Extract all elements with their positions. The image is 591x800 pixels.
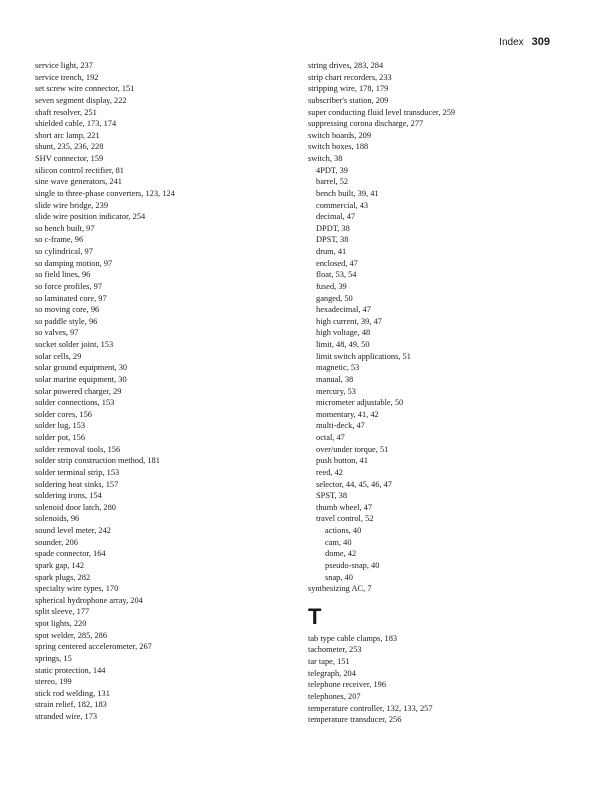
index-entry: springs, 15: [35, 653, 72, 663]
index-entry: solenoid door latch, 280: [35, 502, 116, 512]
index-subentry: selector, 44, 45, 46, 47: [316, 479, 392, 489]
index-subentry: multi-deck, 47: [316, 421, 365, 431]
index-subentry: micrometer adjustable, 50: [316, 398, 404, 408]
index-entry: shielded cable, 173, 174: [35, 119, 117, 129]
index-entry: solder strip construction method, 181: [35, 456, 160, 466]
index-subentry: thumb wheel, 47: [316, 502, 373, 512]
index-subentry: octal, 47: [316, 433, 345, 442]
index-subentry: high voltage, 48: [316, 328, 371, 338]
index-entry: solder lug, 153: [35, 421, 86, 431]
index-entry: socket solder joint, 153: [35, 340, 114, 349]
index-entry: temperature transducer, 256: [308, 715, 402, 725]
index-subentry: momentary, 41, 42: [316, 409, 379, 419]
index-subentry: over/under torque, 51: [316, 444, 389, 454]
index-entry: spot welder, 285, 286: [35, 630, 108, 640]
index-subentry: mercury, 53: [316, 386, 356, 396]
index-entry: solder cores, 156: [35, 409, 92, 419]
index-subentry: magnetic, 53: [316, 363, 360, 373]
index-entry: slide wire bridge, 239: [35, 200, 109, 210]
index-entry: so paddle style, 96: [35, 316, 98, 326]
index-entry: telephone receiver, 196: [308, 680, 387, 690]
index-entry: shunt, 235, 236, 228: [35, 142, 104, 152]
index-entry: sine wave generators, 241: [35, 177, 122, 187]
index-entry: sounder, 206: [35, 537, 78, 547]
index-entry: spade connector, 164: [35, 549, 106, 559]
index-entry: so valves, 97: [35, 328, 79, 338]
index-entry: slide wire position indicator, 254: [35, 212, 146, 222]
index-entry: so force profiles, 97: [35, 281, 102, 291]
index-entry: synthesizing AC, 7: [308, 584, 372, 594]
index-entry: short arc lamp, 221: [35, 130, 100, 140]
index-entry: single to three-phase converters, 123, 124: [35, 188, 175, 198]
index-column-left: [35, 60, 290, 723]
index-entry: solar marine equipment, 30: [35, 374, 127, 384]
index-subentry: dome, 42: [325, 549, 357, 559]
index-subentry: snap, 40: [325, 572, 353, 582]
index-entry: suppressing corona discharge, 277: [308, 119, 424, 129]
index-entry: sound level meter, 242: [35, 526, 111, 535]
index-entry: strip chart recorders, 233: [308, 72, 392, 82]
index-subentry: cam, 40: [325, 537, 352, 547]
index-entry: solar cells, 29: [35, 351, 82, 361]
index-entry: static protection, 144: [35, 665, 106, 675]
index-entry: switch boxes, 188: [308, 142, 369, 152]
index-entry: stripping wire, 178, 179: [308, 84, 389, 94]
index-subentry: actions, 40: [325, 526, 362, 535]
index-subentry: travel control, 52: [316, 514, 374, 524]
index-entry: so laminated core, 97: [35, 293, 107, 303]
index-entry: solenoids, 96: [35, 514, 80, 524]
index-entry: switch, 38: [308, 154, 343, 163]
page-header: [499, 36, 550, 48]
index-entry: spring centered accelerometer, 267: [35, 642, 152, 652]
index-entry: solder removal tools, 156: [35, 444, 121, 454]
index-entry: so c-frame, 96: [35, 235, 84, 245]
index-entry: set screw wire connector, 151: [35, 84, 135, 94]
index-subentry: DPST, 38: [316, 235, 349, 245]
index-entry: tachometer, 253: [308, 645, 362, 655]
index-entry: telephones, 207: [308, 691, 361, 701]
index-entry: solar ground equipment, 30: [35, 363, 128, 373]
index-entry: SHV connector, 159: [35, 154, 104, 163]
index-entry: solder terminal strip, 153: [35, 467, 120, 477]
index-subentry: manual, 38: [316, 374, 354, 384]
page-number: 309: [531, 36, 550, 48]
index-subentry: hexadecimal, 47: [316, 305, 371, 315]
index-subentry: limit switch applications, 51: [316, 351, 411, 361]
index-subentry: reed, 42: [316, 467, 343, 477]
index-entry: spherical hydrophone array, 204: [35, 595, 143, 605]
index-subentry: commercial, 43: [316, 200, 369, 210]
index-entry: split sleeve, 177: [35, 607, 90, 617]
index-entry: solder connections, 153: [35, 398, 115, 408]
index-subentry: limit, 48, 49, 50: [316, 340, 370, 349]
index-entry: so moving core, 96: [35, 305, 100, 315]
index-entry: string drives, 283, 284: [308, 61, 384, 70]
index-entry: stick rod welding, 131: [35, 688, 110, 698]
index-entry: temperature controller, 132, 133, 257: [308, 703, 433, 713]
index-column-right: [308, 60, 563, 726]
index-entry: shaft resolver, 251: [35, 107, 97, 117]
index-subentry: enclosed, 47: [316, 258, 358, 268]
index-entry: seven segment display, 222: [35, 95, 127, 105]
index-entry: spark plugs, 282: [35, 572, 91, 582]
index-subentry: drum, 41: [316, 247, 347, 256]
index-subentry: high current, 39, 47: [316, 316, 382, 326]
index-entry: silicon control rectifier, 81: [35, 165, 124, 175]
index-subentry: 4PDT, 39: [316, 165, 348, 175]
section-letter-heading: T: [308, 603, 322, 629]
index-subentry: float, 53, 54: [316, 270, 357, 280]
index-subentry: pseudo-snap, 40: [325, 560, 380, 570]
index-entry: stranded wire, 173: [35, 712, 98, 721]
index-entry: tar tape, 151: [308, 657, 350, 666]
index-entry: service trench, 192: [35, 72, 99, 82]
index-entry: spark gap, 142: [35, 560, 85, 570]
index-entry: stereo, 199: [35, 677, 72, 687]
index-subentry: bench built, 39, 41: [316, 188, 379, 198]
index-entry: service light, 237: [35, 61, 93, 70]
index-entry: so cylindrical, 97: [35, 247, 93, 256]
index-subentry: decimal, 47: [316, 212, 356, 222]
index-entry: solder pot, 156: [35, 433, 86, 442]
index-subentry: DPDT, 38: [316, 223, 350, 233]
index-entry: so damping motion, 97: [35, 258, 113, 268]
t-entries: [308, 633, 563, 726]
index-entry: so bench built, 97: [35, 223, 95, 233]
s-entries-continued: [308, 60, 563, 595]
index-entry: so field lines, 96: [35, 270, 91, 280]
index-subentry: push button, 41: [316, 456, 368, 466]
index-entry: specialty wire types, 170: [35, 584, 119, 594]
index-entry: soldering irons, 154: [35, 491, 102, 501]
index-entry: solar powered charger, 29: [35, 386, 122, 396]
index-entry: super conducting fluid level transducer, 259: [308, 107, 456, 117]
index-subentry: fused, 39: [316, 281, 347, 291]
index-entry: switch boards, 209: [308, 130, 372, 140]
header-section-title: Index: [499, 37, 524, 48]
index-subentry: barrel, 52: [316, 177, 349, 187]
index-entry: subscriber's station, 209: [308, 95, 389, 105]
index-entry: telegraph, 204: [308, 668, 356, 678]
index-subentry: ganged, 50: [316, 293, 353, 303]
index-entry: spot lights, 220: [35, 619, 87, 628]
index-subentry: SPST, 38: [316, 491, 348, 501]
index-entry: strain relief, 182, 183: [35, 700, 107, 710]
index-entry: tab type cable clamps, 183: [308, 633, 398, 643]
index-entry: soldering heat sinks, 157: [35, 479, 119, 489]
